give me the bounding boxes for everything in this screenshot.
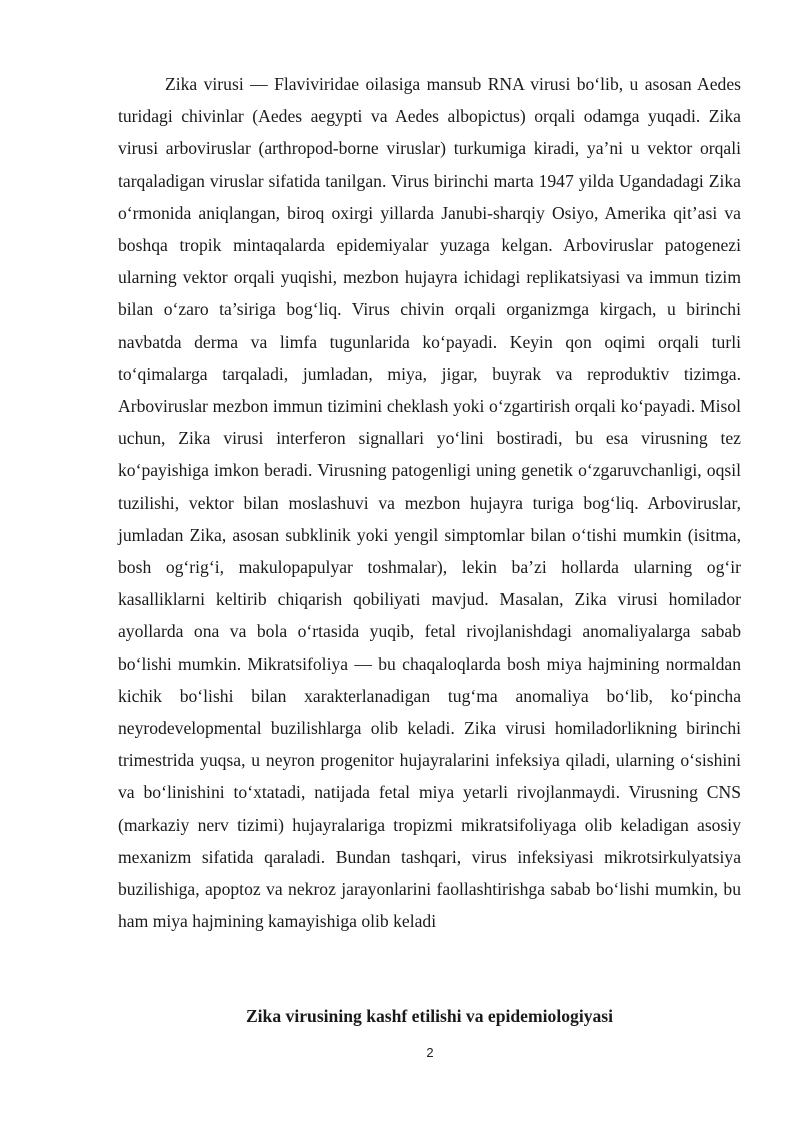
body-paragraph: Zika virusi — Flaviviridae oilasiga mansub RNA virusi bo‘lib, u asosan Aedes turidagi chivinlar (Aedes aegypti va Aedes albopictus) orqali odamga yuqadi. Zika virusi arboviruslar (arthropod-borne viruslar) turkumiga kiradi, ya’ni u vektor orqali tarqaladigan viruslar sifatida tanilgan. Virus birinchi marta 1947 yilda Ugandadagi Zika o‘rmonida aniqlangan, biroq oxirgi yillarda Janubi-sharqiy Osiyo, Amerika qit’asi va boshqa tropik mintaqalarda epidemiyalar yuzaga kelgan. Arboviruslar patogenezi ularning vektor orqali yuqishi, mezbon hujayra ichidagi replikatsiyasi va immun tizim bilan o‘zaro ta’siriga bog‘liq. Virus chivin orqali organizmga kirgach, u birinchi navbatda derma va limfa tugunlarida ko‘payadi. Keyin qon oqimi orqali turli to‘qimalarga tarqaladi, jumladan, miya, jigar, buyrak va reproduktiv tizimga. Arboviruslar mezbon immun tizimini cheklash yoki o‘zgartirish orqali ko‘payadi. Misol uchun, Zika virusi interferon signallari yo‘lini bostiradi, bu esa virusning tez ko‘payishiga imkon beradi. Virusning patogenligi uning genetik o‘zgaruvchanligi, oqsil tuzilishi, vektor bilan moslashuvi va mezbon hujayra turiga bog‘liq. Arboviruslar, jumladan Zika, asosan subklinik yoki yengil simptomlar bilan o‘tishi mumkin (isitma, bosh og‘rig‘i, makulopapulyar toshmalar), lekin ba’zi hollarda ularning og‘ir kasalliklarni keltirib chiqarish qobiliyati mavjud. Masalan, Zika virusi homilador ayollarda ona va bola o‘rtasida yuqib, fetal rivojlanishdagi anomaliyalarga sabab bo‘lishi mumkin. Mikratsifoliya — bu chaqaloqlarda bosh miya hajmining normaldan kichik bo‘lishi bilan xarakterlanadigan tug‘ma anomaliya bo‘lib, ko‘pincha neyrodevelopmental buzilishlarga olib keladi. Zika virusi homiladorlikning birinchi trimestrida yuqsa, u neyron progenitor hujayralarini infeksiya qiladi, ularning o‘sishini va bo‘linishini to‘xtatadi, natijada fetal miya yetarli rivojlanmaydi. Virusning CNS (markaziy nerv tizimi) hujayralariga tropizmi mikratsifoliyaga olib keladigan asosiy mexanizm sifatida qaraladi. Bundan tashqari, virus infeksiyasi mikrotsirkulyatsiya buzilishiga, apoptoz va nekroz jarayonlarini faollashtirishga sabab bo‘lishi mumkin, bu ham miya hajmining kamayishiga olib keladi	[118, 74, 741, 932]
section-heading: Zika virusining kashf etilishi va epidemiologiyasi	[245, 1006, 614, 1026]
page-number: 2	[426, 1045, 434, 1060]
